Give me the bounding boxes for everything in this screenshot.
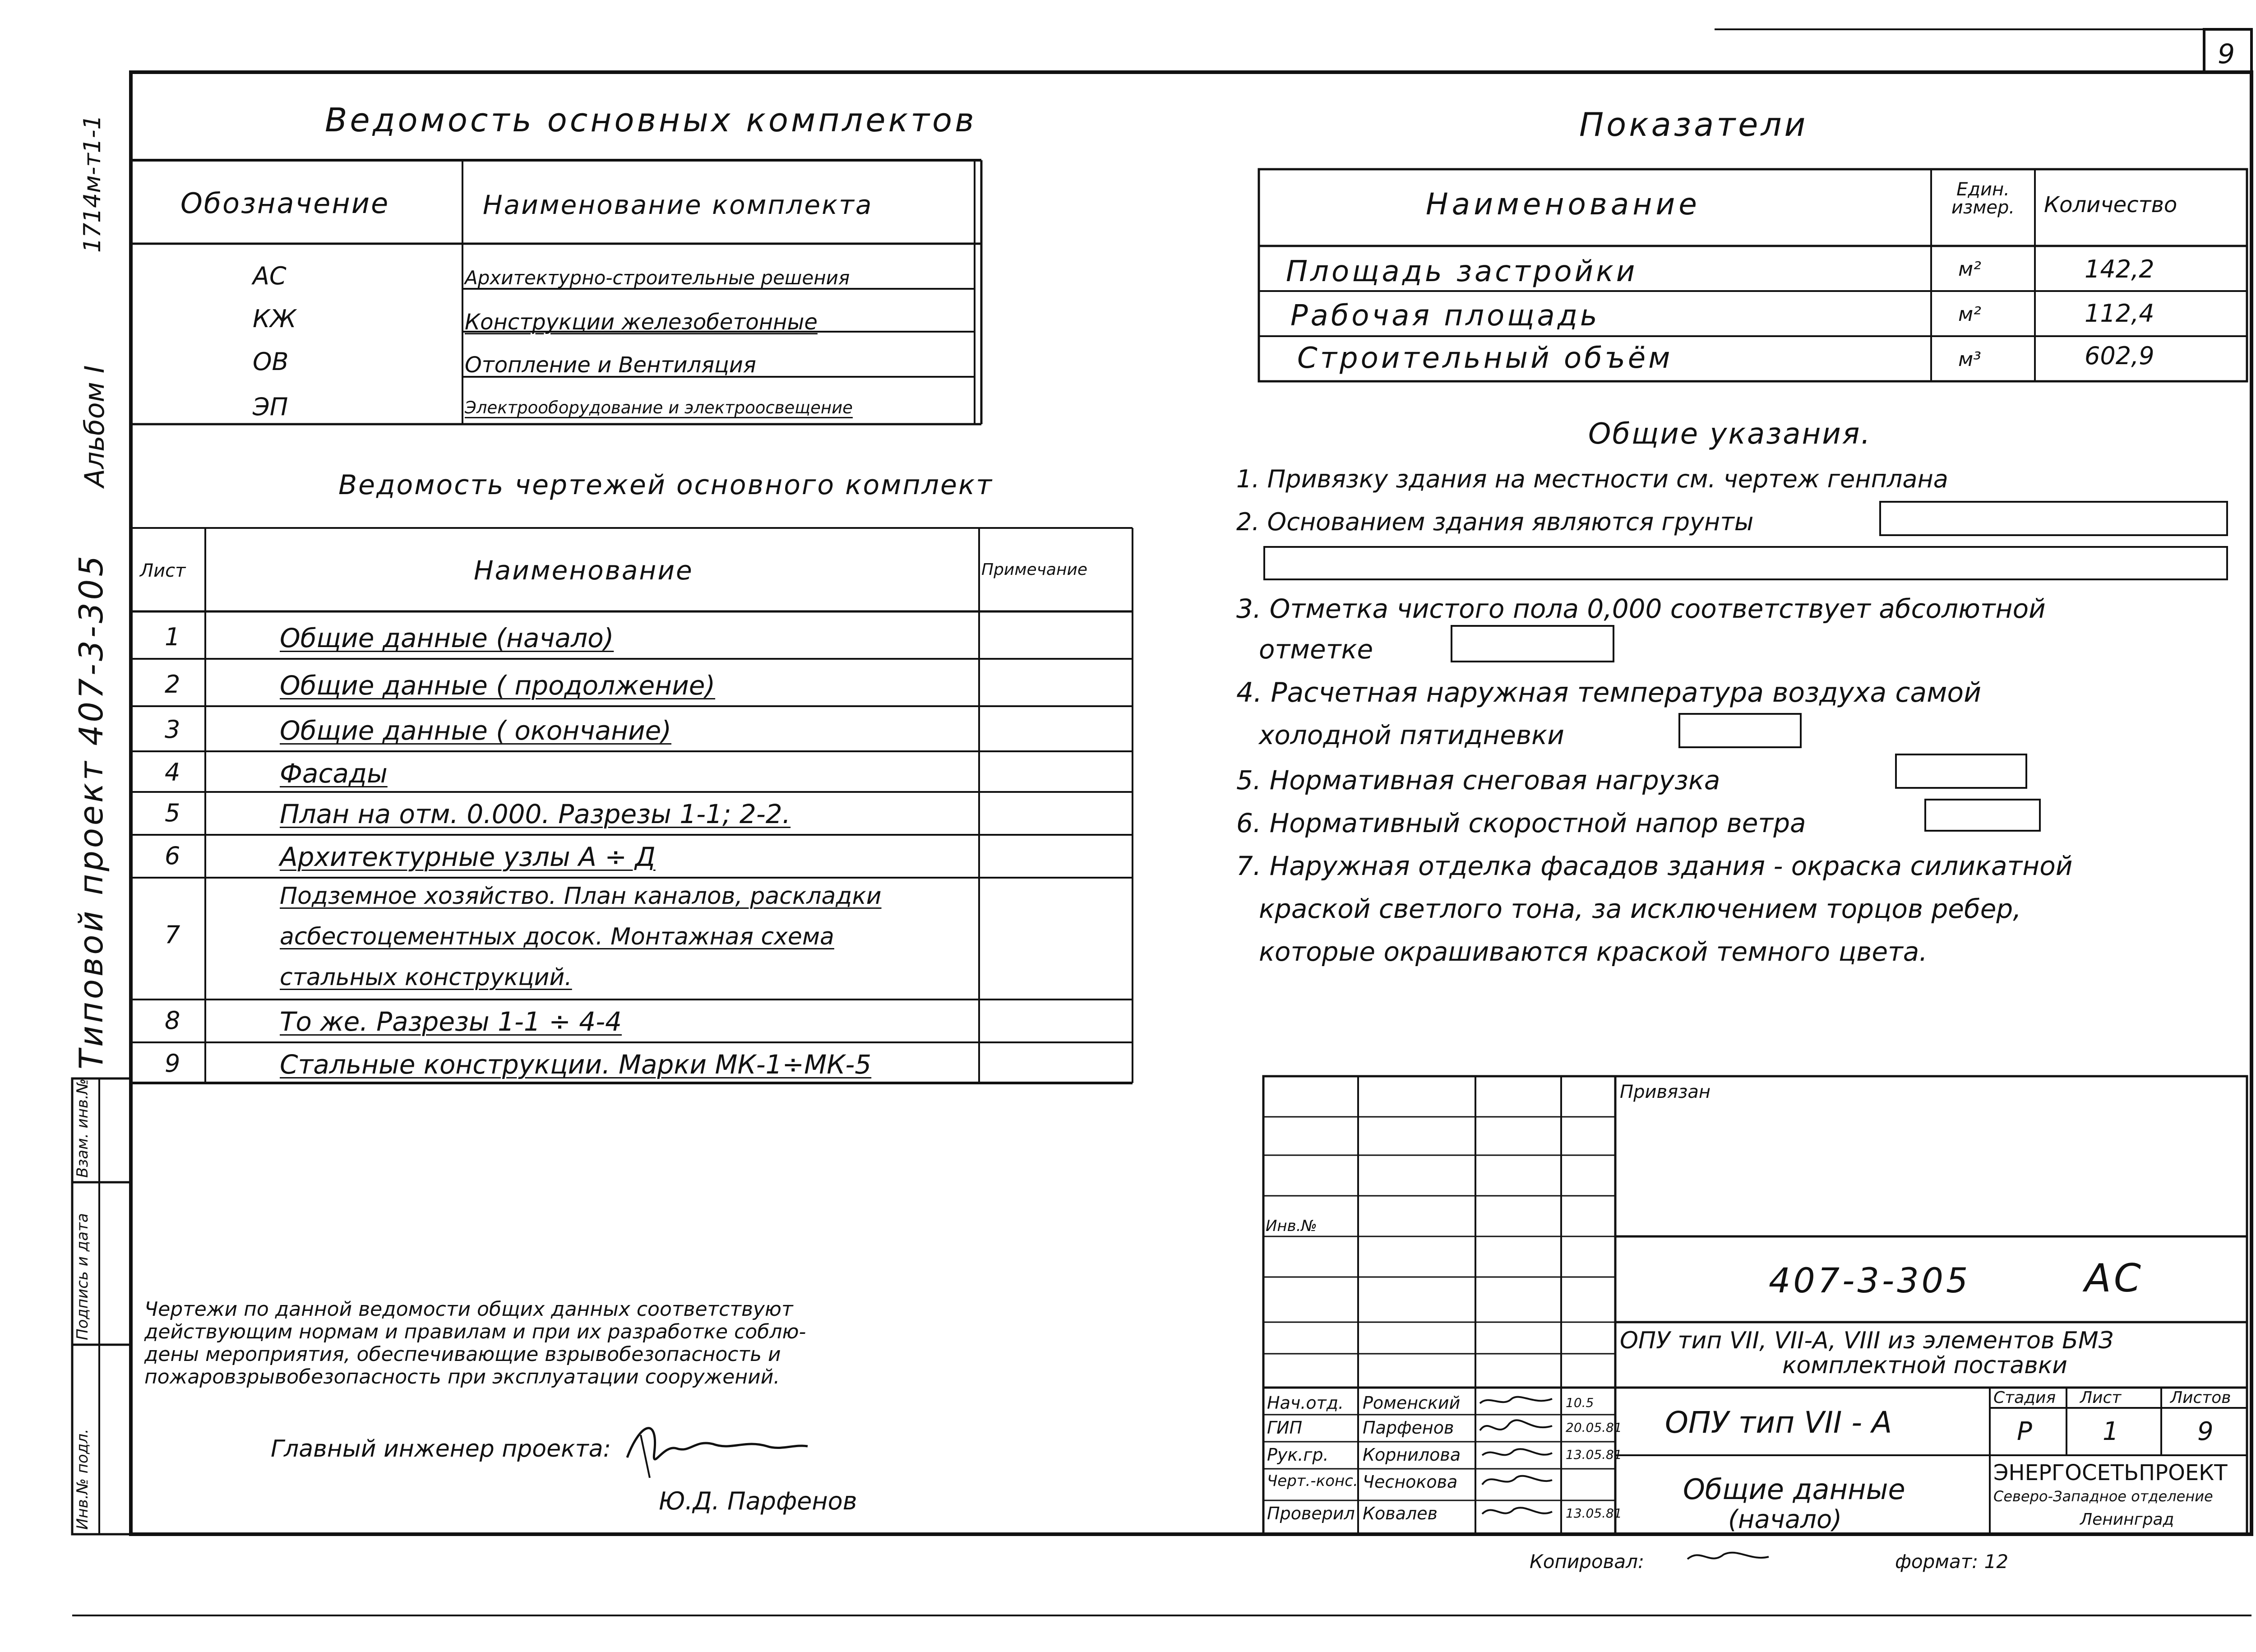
drawing-sheet-4: 4 (165, 758, 180, 787)
album-label: Альбом I (79, 365, 111, 487)
indicator-unit-3: м³ (1958, 348, 1981, 371)
indicator-value-1: 142,2 (2085, 255, 2154, 283)
format-label: формат: 12 (1895, 1550, 2009, 1573)
indicator-name-3: Строительный объём (1297, 342, 1673, 375)
indicators-header-unit: Един. измер. (1951, 179, 2015, 218)
note-line-7b: краской светлого тона, за исключением торцов ребер, (1259, 893, 2021, 924)
drawing-sheet-6: 6 (165, 842, 180, 870)
note-line-3: 3. Отметка чистого пола 0,000 соответствует абсолютной (1236, 593, 2046, 624)
compliance-line-3: дены мероприятия, обеспечивающие взрывобезопасность и (144, 1343, 781, 1366)
sig-date-3: 13.05.81 (1566, 1447, 1622, 1462)
set-code-3: ОВ (253, 347, 289, 376)
indicators-header-value: Количество (2044, 192, 2177, 217)
margin-code-label: 1714м-т1-1 (79, 115, 106, 253)
drawing-name-2: Общие данные ( продолжение) (280, 670, 716, 701)
stamp-original-label: Инв.№ подл. (74, 1429, 92, 1530)
sheet-header: Лист (2080, 1388, 2122, 1407)
sets-table-title: Ведомость основных комплектов (325, 101, 977, 139)
chief-engineer-name: Ю.Д. Парфенов (659, 1487, 857, 1515)
compliance-line-4: пожаровзрывобезопасность при эксплуатации сооружений. (144, 1365, 780, 1388)
set-name-3: Отопление и Вентиляция (465, 352, 756, 378)
project-label: Типовой проект 407-3-305 (72, 553, 110, 1069)
drawings-header-sheet: Лист (140, 560, 186, 581)
copied-label: Копировал: (1530, 1550, 1645, 1573)
drawing-name-5: План на отм. 0.000. Разрезы 1-1; 2-2. (280, 799, 791, 829)
sets-header-code: Обозначение (180, 187, 390, 220)
compliance-line-1: Чертежи по данной ведомости общих данных соответствуют (144, 1298, 793, 1321)
drawing-sheet-5: 5 (165, 799, 180, 827)
drawing-sheet-3: 3 (165, 715, 180, 744)
drawing-sheet-9: 9 (165, 1049, 180, 1078)
note-line-4: 4. Расчетная наружная температура воздуха самой (1236, 677, 1982, 708)
drawing-sheet-8: 8 (165, 1006, 180, 1035)
drawing-name-7-line-3: стальных конструкций. (280, 964, 572, 991)
sig-date-5: 13.05.81 (1566, 1506, 1622, 1521)
indicator-unit-2: м² (1958, 303, 1981, 326)
bound-label: Привязан (1620, 1082, 1711, 1102)
stage-value: Р (2017, 1417, 2032, 1446)
organization-name: ЭНЕРГОСЕТЬПРОЕКТ (1993, 1460, 2228, 1485)
sig-name-3: Корнилова (1363, 1445, 1461, 1465)
note-line-6: 6. Нормативный скоростной напор ветра (1236, 808, 1806, 838)
object-name: ОПУ тип VII - А (1665, 1405, 1892, 1440)
drawing-name-7-line-2: асбестоцементных досок. Монтажная схема (280, 923, 834, 950)
indicators-title: Показатели (1579, 106, 1808, 143)
sig-name-1: Роменский (1363, 1393, 1461, 1413)
indicator-value-3: 602,9 (2085, 342, 2154, 370)
indicators-header-name: Наименование (1426, 187, 1701, 222)
set-code-1: АС (253, 262, 287, 290)
inv-label: Инв.№ (1266, 1217, 1317, 1235)
drawing-name-8: То же. Разрезы 1-1 ÷ 4-4 (280, 1006, 622, 1037)
drawing-name-4: Фасады (280, 758, 388, 789)
drawings-header-note: Примечание (981, 560, 1088, 579)
chief-engineer-title: Главный инженер проекта: (271, 1435, 611, 1462)
sig-name-4: Чеснокова (1363, 1472, 1458, 1492)
set-name-4: Электрооборудование и электроосвещение (465, 398, 853, 417)
set-name-2: Конструкции железобетонные (465, 310, 818, 335)
drawing-name-6: Архитектурные узлы А ÷ Д (280, 842, 656, 872)
sig-role-5: Проверил (1267, 1504, 1355, 1523)
drawings-table-title: Ведомость чертежей основного комплект (338, 469, 994, 501)
note-line-3b: отметке (1259, 634, 1373, 665)
set-code-2: КЖ (253, 305, 296, 333)
sig-role-1: Нач.отд. (1267, 1393, 1344, 1413)
sig-role-2: ГИП (1267, 1418, 1303, 1438)
sheet-title-line-1: Общие данные (1683, 1473, 1905, 1506)
sheet-title-line-2: (начало) (1728, 1505, 1842, 1534)
set-code-4: ЭП (253, 393, 288, 421)
organization-branch: Северо-Западное отделение (1993, 1488, 2213, 1505)
sig-date-1: 10.5 (1566, 1395, 1594, 1410)
doc-code: 407-3-305 (1769, 1260, 1971, 1300)
stamp-signature-label: Подпись и дата (74, 1213, 92, 1340)
sheets-value: 9 (2197, 1417, 2214, 1446)
sig-role-4: Черт.-конс. (1267, 1472, 1358, 1490)
sig-name-5: Ковалев (1363, 1504, 1438, 1523)
indicator-value-2: 112,4 (2085, 299, 2154, 328)
stage-header: Стадия (1993, 1388, 2056, 1407)
compliance-line-2: действующим нормам и правилам и при их разработке соблю- (144, 1320, 806, 1343)
stamp-inv-label: Взам. инв.№ (74, 1078, 92, 1178)
drawing-name-3: Общие данные ( окончание) (280, 715, 671, 746)
indicator-unit-1: м² (1958, 258, 1981, 281)
note-line-5: 5. Нормативная снеговая нагрузка (1236, 765, 1720, 796)
drawing-sheet-7: 7 (165, 921, 180, 949)
note-line-1: 1. Привязку здания на местности см. чертеж генплана (1236, 465, 1948, 493)
indicator-name-2: Рабочая площадь (1290, 299, 1600, 333)
general-notes-title: Общие указания. (1588, 417, 1872, 451)
sig-date-2: 20.05.81 (1566, 1420, 1622, 1435)
project-title-line-1: ОПУ тип VII, VII-А, VIII из элементов БМЗ (1620, 1327, 2114, 1354)
indicator-name-1: Площадь застройки (1286, 255, 1638, 288)
project-title-line-2: комплектной поставки (1782, 1352, 2067, 1379)
sets-header-name: Наименование комплекта (483, 190, 873, 220)
drawing-name-7-line-1: Подземное хозяйство. План каналов, раскладки (280, 883, 882, 910)
drawing-sheet-1: 1 (165, 623, 180, 651)
note-line-7: 7. Наружная отделка фасадов здания - окраска силикатной (1236, 851, 2073, 881)
sig-role-3: Рук.гр. (1267, 1445, 1329, 1465)
drawing-name-1: Общие данные (начало) (280, 623, 614, 653)
note-line-4b: холодной пятидневки (1259, 720, 1564, 750)
note-line-2: 2. Основанием здания являются грунты (1236, 508, 1754, 536)
drawings-header-name: Наименование (474, 555, 693, 586)
sheet-value: 1 (2103, 1417, 2119, 1446)
sig-name-2: Парфенов (1363, 1418, 1454, 1438)
drawing-sheet-2: 2 (165, 670, 180, 699)
sheets-header: Листов (2170, 1388, 2231, 1407)
sheet-number: 9 (2218, 38, 2238, 70)
set-name-1: Архитектурно-строительные решения (465, 267, 850, 289)
set-code: АС (2085, 1256, 2144, 1301)
drawing-name-9: Стальные конструкции. Марки МК-1÷МК-5 (280, 1049, 872, 1080)
note-line-7c: которые окрашиваются краской темного цвета. (1259, 936, 1928, 967)
organization-city: Ленинград (2080, 1510, 2174, 1529)
